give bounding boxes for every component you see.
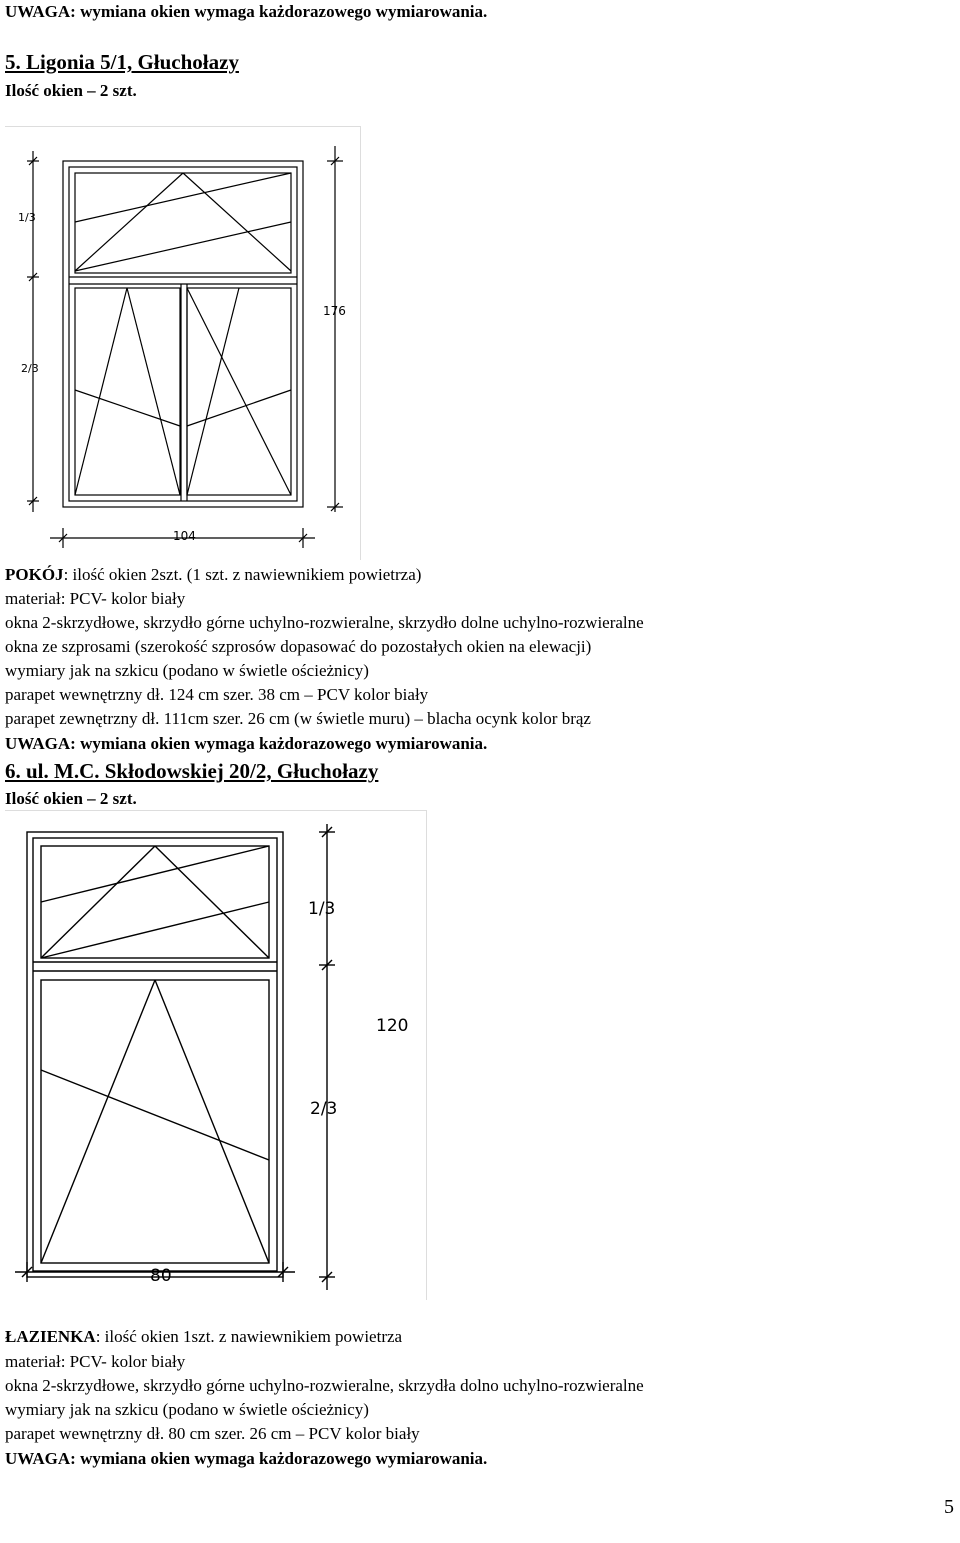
section-5-count: Ilość okien – 2 szt. bbox=[5, 81, 137, 100]
section-5-line-5: parapet wewnętrzny dł. 124 cm szer. 38 cm – PCV kolor biały bbox=[5, 685, 429, 704]
window-drawing-6 bbox=[5, 810, 427, 1300]
section-5-line-1: materiał: PCV- kolor biały bbox=[5, 589, 186, 608]
section-5-line-6: parapet zewnętrzny dł. 111cm szer. 26 cm (w świetle muru) – blacha ocynk kolor brąz bbox=[5, 709, 591, 728]
lower-fraction-label: 2/3 bbox=[310, 1099, 338, 1119]
section-6-count: Ilość okien – 2 szt. bbox=[5, 789, 137, 808]
width-label: 80 bbox=[150, 1266, 172, 1286]
window-drawing-5 bbox=[5, 126, 361, 560]
width-label: 104 bbox=[173, 529, 196, 543]
section-5-warning: UWAGA: wymiana okien wymaga każdorazowego wymiarowania. bbox=[5, 734, 488, 753]
section-6-warning: UWAGA: wymiana okien wymaga każdorazowego wymiarowania. bbox=[5, 1449, 488, 1468]
section-5-line-3: okna ze szprosami (szerokość szprosów dopasować do pozostałych okien na elewacji) bbox=[5, 637, 592, 656]
height-label: 120 bbox=[376, 1016, 409, 1036]
upper-fraction-label: 1/3 bbox=[308, 899, 336, 919]
section-5-line-4: wymiary jak na szkicu (podano w świetle ościeżnicy) bbox=[5, 661, 369, 680]
section-6-line-1: materiał: PCV- kolor biały bbox=[5, 1352, 186, 1371]
section-5-line-2: okna 2-skrzydłowe, skrzydło górne uchylno-rozwieralne, skrzydło dolne uchylno-rozwieralne bbox=[5, 613, 644, 632]
section-6-line-4: parapet wewnętrzny dł. 80 cm szer. 26 cm – PCV kolor biały bbox=[5, 1424, 420, 1443]
section-6-line-2: okna 2-skrzydłowe, skrzydło górne uchylno-rozwieralne, skrzydła dolno uchylno-rozwieralne bbox=[5, 1376, 644, 1395]
upper-fraction-label: 1/3 bbox=[18, 211, 36, 224]
lower-fraction-label: 2/3 bbox=[21, 362, 39, 375]
top-warning: UWAGA: wymiana okien wymaga każdorazowego wymiarowania. bbox=[5, 2, 488, 21]
section-5-heading: 5. Ligonia 5/1, Głuchołazy bbox=[5, 50, 239, 74]
section-6-line-3: wymiary jak na szkicu (podano w świetle ościeżnicy) bbox=[5, 1400, 369, 1419]
page-number: 5 bbox=[944, 1496, 954, 1518]
height-label: 176 bbox=[323, 304, 346, 318]
section-5-room: POKÓJ: ilość okien 2szt. (1 szt. z nawiewnikiem powietrza) bbox=[5, 565, 422, 584]
section-6-heading: 6. ul. M.C. Skłodowskiej 20/2, Głuchołazy bbox=[5, 759, 379, 783]
section-6-room: ŁAZIENKA: ilość okien 1szt. z nawiewnikiem powietrza bbox=[5, 1327, 403, 1346]
